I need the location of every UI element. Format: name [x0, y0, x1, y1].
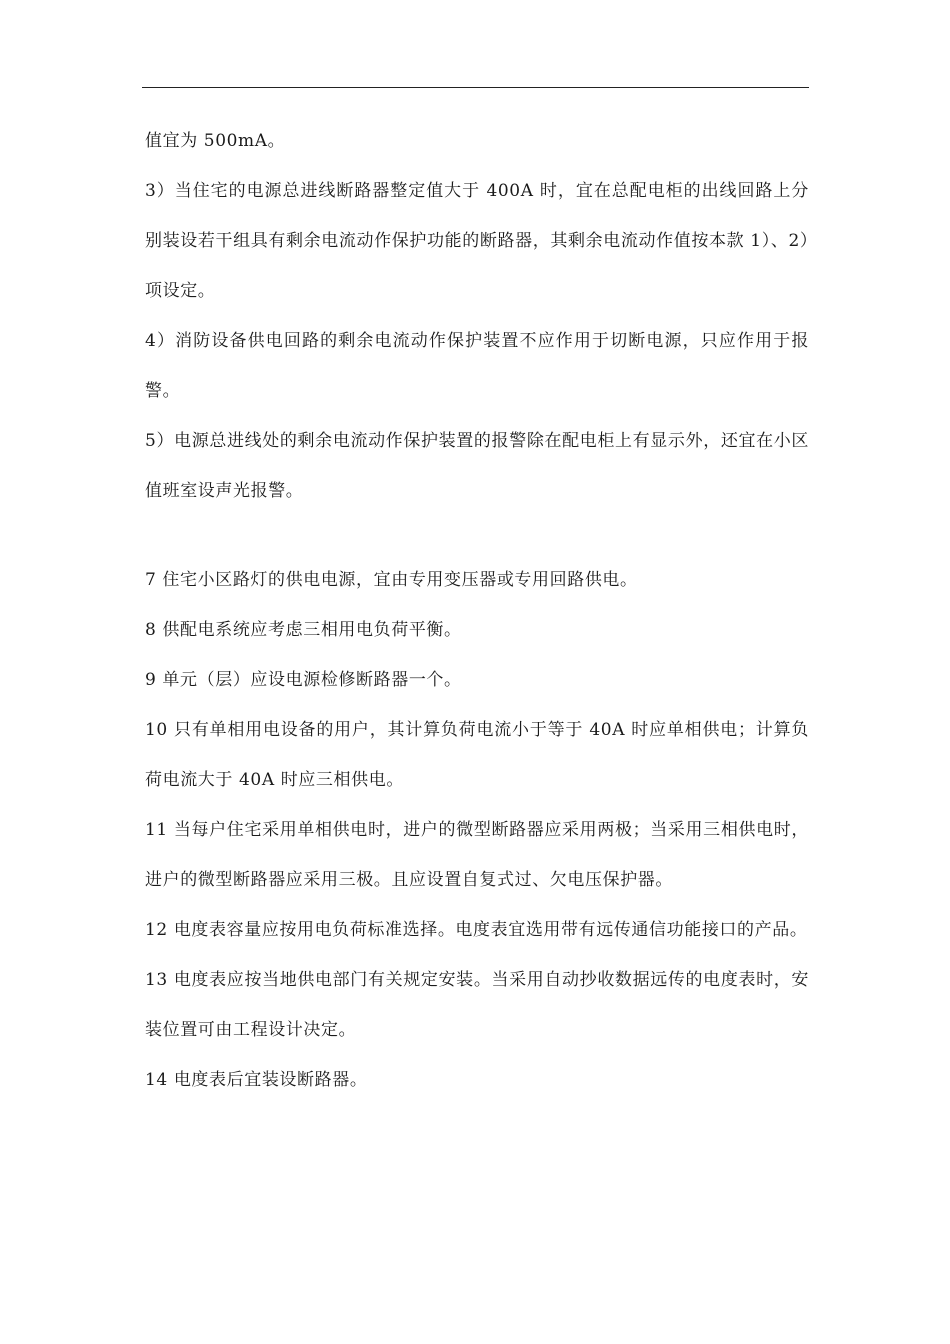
- paragraph: 8 供配电系统应考虑三相用电负荷平衡。: [145, 620, 462, 640]
- paragraph: 值宜为 500mA。: [145, 131, 286, 151]
- paragraph: 4）消防设备供电回路的剩余电流动作保护装置不应作用于切断电源，只应作用于报警。: [145, 331, 809, 401]
- paragraph: 7 住宅小区路灯的供电电源，宜由专用变压器或专用回路供电。: [145, 570, 638, 590]
- paragraph: 14 电度表后宜装设断路器。: [145, 1070, 368, 1090]
- paragraph: 5）电源总进线处的剩余电流动作保护装置的报警除在配电柜上有显示外，还宜在小区值班室设声光报警。: [145, 431, 809, 501]
- section-gap: [145, 516, 809, 555]
- paragraph: 9 单元（层）应设电源检修断路器一个。: [145, 670, 462, 690]
- paragraph: 12 电度表容量应按用电负荷标准选择。电度表宜选用带有远传通信功能接口的产品。: [145, 920, 808, 940]
- paragraph: 13 电度表应按当地供电部门有关规定安装。当采用自动抄收数据远传的电度表时，安装位置可由工程设计决定。: [145, 970, 809, 1040]
- header-rule: [142, 87, 809, 88]
- paragraph: 11 当每户住宅采用单相供电时，进户的微型断路器应采用两极；当采用三相供电时，进户的微型断路器应采用三极。且应设置自复式过、欠电压保护器。: [145, 820, 809, 890]
- paragraph: 10 只有单相用电设备的用户，其计算负荷电流小于等于 40A 时应单相供电；计算负荷电流大于 40A 时应三相供电。: [145, 720, 809, 790]
- paragraph: 3）当住宅的电源总进线断路器整定值大于 400A 时，宜在总配电柜的出线回路上分别装设若干组具有剩余电流动作保护功能的断路器，其剩余电流动作值按本款 1）、2）项设定。: [145, 181, 809, 301]
- document-body: [145, 116, 809, 1105]
